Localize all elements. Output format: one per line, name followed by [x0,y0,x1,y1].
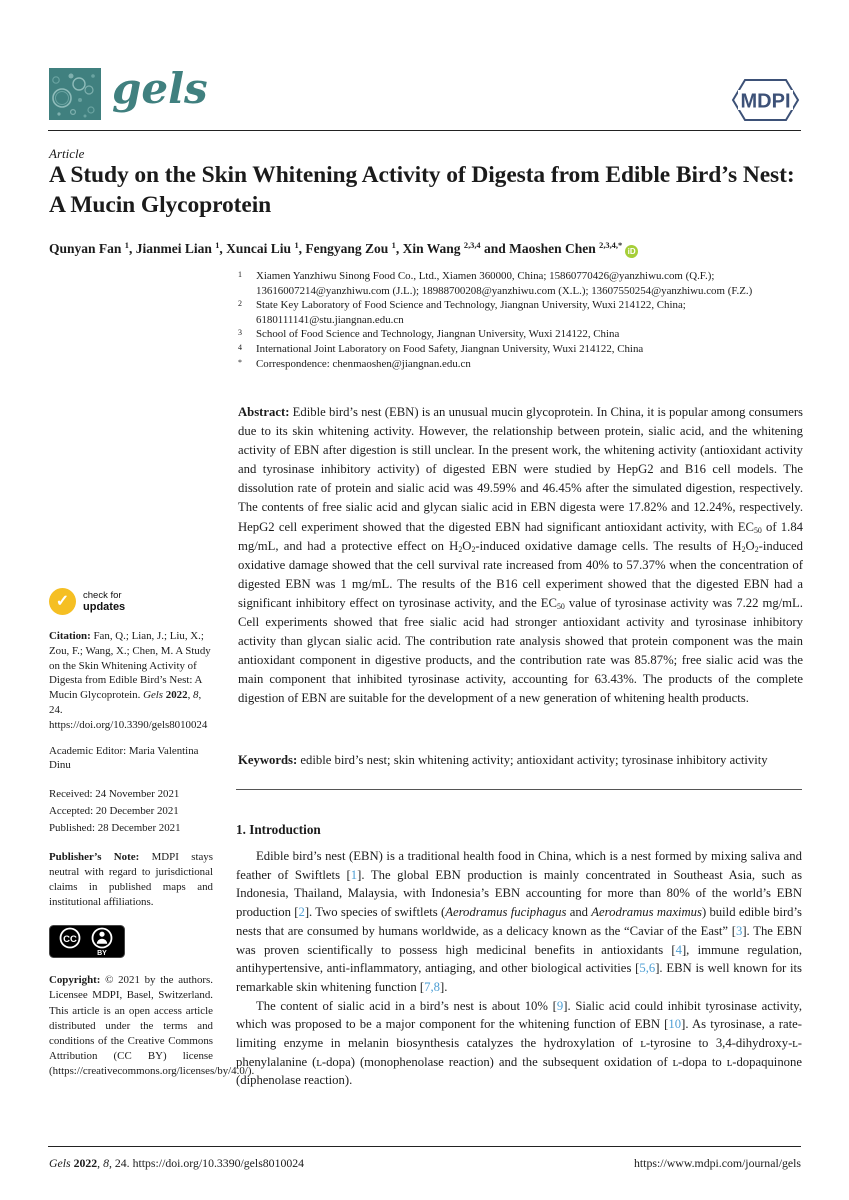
sidebar [49,588,255,1080]
publishers-note [49,850,213,911]
abstract-label: Abstract: [238,405,290,419]
affiliation-marker: 3 [238,328,242,338]
academic-editor: Academic Editor: Maria Valentina Dinu [49,744,199,772]
authors-line [49,241,804,258]
journal-wordmark: gels [112,64,208,113]
keywords-label: Keywords: [238,753,298,767]
section-heading-introduction: 1. Introduction [236,822,321,837]
keywords-text: edible bird’s nest; skin whitening activity; antioxidant activity; tyrosinase inhibitory activity [300,753,768,767]
affiliation-marker: 4 [238,342,242,352]
citation-text: Fan, Q.; Lian, J.; Liu, X.; Zou, F.; Wang, X.; Chen, M. A Study on the Skin Whitening Activity of Digesta from Edible Bird’s Nest: A Mucin Glycoprotein. Gels 2022, 8, 24. https://doi.org/10.3390/gels8010024 [49,630,211,731]
affiliation-text: State Key Laboratory of Food Science and Technology, Jiangnan University, Wuxi 214122, China; 6180111141@stu.jiangnan.edu.cn [256,299,686,326]
publishers-note-text: MDPI stays neutral with regard to jurisdictional claims in published maps and institutional affiliations. [49,850,213,909]
orcid-icon[interactable]: iD [625,245,638,258]
citation-label: Citation: [49,630,91,642]
affiliation-item [238,327,803,342]
received-date: Received: 24 November 2021 [49,788,180,801]
svg-text:CC: CC [63,934,77,946]
affiliation-text: Correspondence: chenmaoshen@jiangnan.edu.cn [256,357,471,370]
check-for-updates-badge[interactable] [49,588,213,615]
article-body [236,822,802,1090]
authors-text: Qunyan Fan $^1$, Jianmei Lian $^1$, Xuncai Liu $^1$, Fengyang Zou $^1$, Xin Wang $^{2,3,4}$ and Maoshen Chen $^{2,3,4,*}$ [49,241,623,256]
accepted-date: Accepted: 20 December 2021 [49,804,179,817]
keywords-section [238,751,803,769]
published-date: Published: 28 December 2021 [49,821,181,834]
article-type-label: Article [49,146,85,161]
intro-paragraph-1: Edible bird’s nest (EBN) is a traditional health food in China, which is a nest formed by mixing saliva and feather of Swiftlets [1]. The global EBN production is mainly concentrated in Southeast Asia, such as Indonesia, Thailand, Malaysia, with Indonesia’s EBN accounting for more than 80% of the world’s EBN production [2]. Two species of swiftlets (Aerodramus fuciphagus and Aerodramus maximus) build edible bird’s nests that are consumed by humans worldwide, as a delicacy known as the “Caviar of the East” [3]. The EBN was proven scientifically to possess high medicinal benefits in antioxidants [4], immune regulation, antihypertensive, anti-inflammatory, antiaging, and other biological activities [5,6]. EBN is well known for its remarkable skin whitening function [7,8]. [236,849,803,994]
publishers-note-label: Publisher’s Note: [49,850,140,863]
article-title: A Study on the Skin Whitening Activity of Digesta from Edible Bird’s Nest: A Mucin Glycoprotein [49,162,795,218]
affiliation-marker: 1 [238,270,242,279]
affiliation-item [238,342,803,357]
affiliations-list [238,269,803,371]
by-label: BY [97,950,107,958]
history-dates [49,786,213,836]
affiliation-item [238,357,803,372]
footer-citation: Gels 2022, 8, 24. https://doi.org/10.3390/gels8010024 [49,1156,305,1170]
affiliation-text: Xiamen Yanzhiwu Sinong Food Co., Ltd., Xiamen 360000, China; 15860770426@yanzhiwu.com (Q.F.); 13616007214@yanzhiwu.com (J.L.); 18988700208@yanzhiwu.com (X.L.); 13607550254@yanzhiwu.com (F.Z.) [256,270,753,297]
mdpi-logo-text: MDPI [740,90,791,113]
footer-journal-url: https://www.mdpi.com/journal/gels [634,1156,801,1170]
abstract-text: Edible bird’s nest (EBN) is an unusual mucin glycoprotein. In China, it is popular among consumers due to its skin whitening activity. However, the relationship between protein, sialic acid, and the whitening activity of EBN after digestion is still unclear. In the present work, the whitening activity (antioxidant activity and tyrosinase inhibitory activity) of digested EBN were studied by HepG2 and B16 cell models. The dissolution rate of protein and sialic acid was 49.59% and 46.45% after the simulated digestion, respectively. The contents of free sialic acid and glycan sialic acid in EBN digesta were 17.82% and 12.24%, respectively. HepG2 cell experiment showed that the digested EBN had significant antioxidant activity, with $EC_{50}$ of 1.84 mg/mL, and had a protective effect on $H_2O_2$-induced oxidative damage cells. The results of $H_2O_2$-induced oxidative damage showed that the cell survival rate increased from 40% to 57.37% when the concentration of digested EBN was 1 mg/mL. The results of the B16 cell experiment showed that the digested EBN had a significant inhibitory effect on tyrosinase activity, and the $EC_{50}$ value of tyrosinase activity was 7.22 mg/mL. Cell experiments showed that free sialic acid had stronger antioxidant activity and tyrosinase inhibitory activity than glycan sialic acid. The contribution rate analysis showed that protein component was the main antioxidant component in digestive products, and the contribution rate was 85.87%; free sialic acid was the main component that inhibited tyrosinase activity, accounting for 63.43%. The products of the complete digestion of EBN are suitable for the development of a new generation of whitening health products. [238,405,804,706]
affiliation-marker: 2 [238,299,242,309]
affiliation-text: School of Food Science and Technology, Jiangnan University, Wuxi 214122, China [256,328,620,341]
abstract-section [238,403,803,709]
copyright-label: Copyright: [49,974,101,987]
gels-logo-mark [49,68,101,120]
footer-divider [48,1146,801,1147]
copyright-text: © 2021 by the authors. Licensee MDPI, Basel, Switzerland. This article is an open access article distributed under the terms and conditions of the Creative Commons Attribution (CC BY) license (https://creativecommons.org/licenses/by/4.0/). [49,974,255,1078]
check-icon: ✓ [49,588,76,615]
header-divider [48,130,801,131]
copyright-block [49,973,255,1079]
affiliation-marker: * [238,357,242,367]
cc-by-badge[interactable] [49,925,213,963]
citation-block [49,629,213,733]
affiliation-item [238,269,803,298]
affiliation-item [238,298,803,327]
mdpi-logo [730,76,801,129]
affiliation-text: International Joint Laboratory on Food Safety, Jiangnan University, Wuxi 214122, China [256,342,644,355]
keywords-divider [236,789,802,790]
intro-paragraph-2: The content of sialic acid in a bird’s nest is about 10% [9]. Sialic acid could inhibit tyrosinase activity, which was proposed to be a major component for the whitening function of EBN [10]. As tyrosinase, a rate-limiting enzyme in melanin biosynthesis catalyzes the hydroxylation of ʟ-tyrosine to 3,4-dihydroxy-ʟ-phenylalanine (ʟ-dopa) (monophenolase reaction) and the subsequent oxidation of ʟ-dopa to ʟ-dopaquinone (diphenolase reaction). [236,998,803,1088]
check-for-updates-label: check for updates [83,589,126,613]
